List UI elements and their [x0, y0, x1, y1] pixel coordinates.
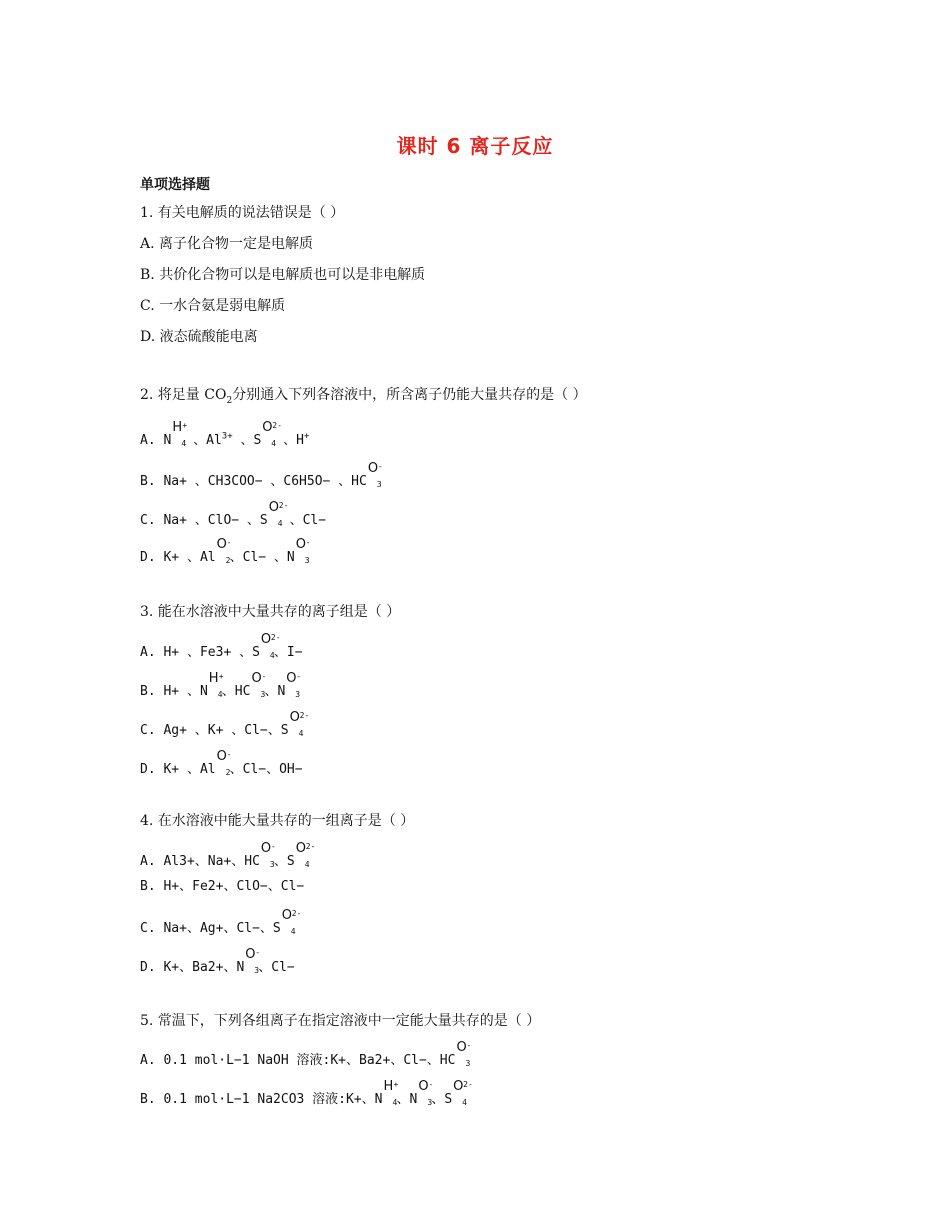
formula-part: C. Ag+ 、K+ 、Cl−、S — [140, 723, 289, 738]
sulfate-ion — [289, 710, 310, 738]
formula-part: O — [262, 420, 273, 435]
formula-part: 、H — [275, 433, 304, 448]
formula-part: 3+ — [221, 431, 233, 442]
formula-part: O — [367, 461, 379, 476]
formula-part: 4 — [271, 439, 277, 448]
q4-option-a — [140, 841, 316, 872]
formula-part: - — [466, 1041, 472, 1050]
ammonium-ion — [208, 671, 224, 699]
formula-part: 2 — [225, 768, 231, 777]
formula-part: B. Na+ 、CH3COO− 、C6H5O− 、HC — [140, 474, 367, 489]
q3-option-d — [140, 749, 303, 780]
formula-part: H — [383, 1079, 394, 1094]
bicarbonate-ion — [250, 671, 267, 699]
formula-part: - — [226, 538, 232, 547]
formula-part: 4 — [277, 519, 283, 528]
formula-part: 3 — [427, 1098, 433, 1107]
q5-option-b — [140, 1079, 473, 1110]
q4-option-c — [140, 908, 302, 939]
formula-part: 4 — [462, 1098, 467, 1107]
formula-part: - — [255, 948, 261, 957]
formula-part: + — [303, 431, 310, 442]
formula-part: H — [208, 671, 219, 686]
formula-part: 2- — [299, 711, 310, 720]
aluminate-ion — [216, 537, 232, 565]
formula-part: O — [260, 841, 272, 856]
formula-part: 4 — [269, 651, 275, 660]
formula-part: - — [305, 538, 311, 547]
formula-part: O — [289, 710, 300, 725]
nitrate-ion — [285, 671, 302, 699]
formula-part: 、Cl− — [258, 960, 295, 975]
q4-option-b: B. H+、Fe2+、ClO−、Cl− — [140, 879, 305, 894]
formula-part: O — [251, 671, 262, 686]
formula-part: 4 — [304, 860, 310, 869]
formula-part: C. Na+ 、ClO− 、S — [140, 513, 268, 528]
formula-part: 2- — [291, 909, 302, 918]
formula-part: 4 — [298, 729, 304, 738]
q4-option-d — [140, 947, 295, 978]
formula-part: + — [182, 421, 188, 430]
formula-part: 3 — [269, 860, 275, 869]
formula-part: - — [261, 672, 267, 681]
formula-part: O — [281, 908, 292, 923]
formula-part: O — [268, 500, 279, 515]
nitrate-ion — [295, 537, 311, 565]
formula-part: 3 — [376, 480, 382, 489]
formula-part: - — [296, 672, 302, 681]
formula-part: D. K+ 、Al — [140, 550, 216, 565]
q2-option-b — [140, 461, 383, 492]
aluminate-ion — [216, 749, 232, 777]
sulfate-ion — [281, 908, 302, 936]
formula-part: 2 — [225, 556, 231, 565]
formula-part: 分别通入下列各溶液中，所含离子仍能大量共存的是（ ） — [232, 387, 587, 403]
formula-part: O — [286, 671, 297, 686]
sulfate-ion — [261, 420, 282, 448]
formula-part: 3 — [465, 1059, 471, 1068]
formula-part: O — [295, 537, 306, 552]
sulfate-ion — [295, 841, 316, 869]
formula-part: 、N — [396, 1092, 418, 1107]
q1-option-c: C. 一水合氨是弱电解质 — [140, 298, 286, 314]
formula-part: + — [393, 1080, 399, 1089]
formula-part: - — [270, 842, 276, 851]
formula-part: O — [260, 632, 272, 647]
formula-part: A. Al3+、Na+、HC — [140, 854, 260, 869]
q1-stem: 1. 有关电解质的说法错误是（ ） — [140, 205, 345, 221]
formula-part: 、S — [431, 1092, 453, 1107]
formula-part: A. 0.1 mol·L−1 NaOH 溶液:K+、Ba2+、Cl−、HC — [140, 1053, 456, 1068]
q3-stem: 3. 能在水溶液中大量共存的离子组是（ ） — [140, 604, 401, 620]
q2-stem — [140, 385, 587, 405]
formula-part: O — [418, 1079, 429, 1094]
q3-option-b — [140, 671, 302, 702]
nitrate-ion — [244, 947, 261, 975]
formula-part: - — [226, 750, 232, 759]
formula-part: 、S — [232, 433, 262, 448]
formula-part: D. K+ 、Al — [140, 762, 216, 777]
q2-option-d — [140, 537, 311, 568]
q1-option-b: B. 共价化合物可以是电解质也可以是非电解质 — [140, 267, 426, 283]
bicarbonate-ion — [260, 841, 276, 869]
formula-part: 、S — [273, 854, 295, 869]
formula-part: 4 — [392, 1098, 398, 1107]
sulfate-ion — [268, 500, 289, 528]
ammonium-ion — [383, 1079, 399, 1107]
q4-stem: 4. 在水溶液中能大量共存的一组离子是（ ） — [140, 813, 415, 829]
formula-part: 2- — [272, 421, 282, 430]
formula-part: 4 — [290, 927, 296, 936]
formula-part: 2- — [463, 1080, 473, 1089]
formula-part: O — [216, 749, 227, 764]
formula-part: 3 — [304, 556, 310, 565]
formula-part: - — [428, 1080, 434, 1089]
ammonium-ion — [171, 420, 188, 448]
q2-option-c — [140, 500, 327, 531]
q1-option-a: A. 离子化合物一定是电解质 — [140, 236, 314, 252]
q5-stem: 5. 常温下，下列各组离子在指定溶液中一定能大量共存的是（ ） — [140, 1013, 541, 1029]
formula-part: 2- — [278, 501, 289, 510]
formula-part: 、Al — [185, 433, 222, 448]
formula-part: 3 — [254, 966, 260, 975]
formula-part: 2. 将足量 CO — [140, 387, 227, 403]
formula-part: 、N — [264, 684, 286, 699]
q3-option-c — [140, 710, 310, 741]
formula-part: 3 — [295, 690, 301, 699]
formula-part: A. N — [140, 433, 172, 448]
formula-part: 4 — [217, 690, 223, 699]
sulfate-ion — [260, 632, 281, 660]
section-heading: 单项选择题 — [140, 177, 210, 193]
formula-part: 、Cl− 、N — [229, 550, 295, 565]
q5-option-a — [140, 1040, 472, 1071]
formula-part: O — [453, 1079, 464, 1094]
formula-part: 4 — [181, 439, 187, 448]
q1-option-d: D. 液态硫酸能电离 — [140, 329, 258, 345]
bicarbonate-ion — [367, 461, 383, 489]
page-title: 课时 6 离子反应 — [396, 134, 554, 158]
formula-part: 、Cl−、OH− — [229, 762, 303, 777]
formula-part: O — [456, 1040, 467, 1055]
formula-part: - — [377, 462, 383, 471]
formula-part: O — [245, 947, 256, 962]
formula-part: O — [295, 841, 306, 856]
formula-part: O — [216, 537, 227, 552]
formula-part: 、I− — [273, 645, 303, 660]
formula-part: B. H+ 、N — [140, 684, 208, 699]
formula-part: + — [218, 672, 224, 681]
formula-part: 2- — [270, 633, 281, 642]
formula-part: D. K+、Ba2+、N — [140, 960, 245, 975]
sulfate-ion — [452, 1079, 473, 1107]
formula-part: 、Cl− — [281, 513, 327, 528]
bicarbonate-ion — [455, 1040, 472, 1068]
q2-option-a — [140, 420, 310, 451]
formula-part: 2- — [305, 842, 316, 851]
q3-option-a — [140, 632, 303, 663]
formula-part: A. H+ 、Fe3+ 、S — [140, 645, 260, 660]
formula-part: C. Na+、Ag+、Cl−、S — [140, 921, 281, 936]
nitrate-ion — [417, 1079, 434, 1107]
formula-part: B. 0.1 mol·L−1 Na2CO3 溶液:K+、N — [140, 1092, 383, 1107]
formula-part: 3 — [260, 690, 266, 699]
formula-part: 2 — [226, 395, 233, 406]
formula-part: H — [172, 420, 183, 435]
formula-part: 、HC — [221, 684, 251, 699]
